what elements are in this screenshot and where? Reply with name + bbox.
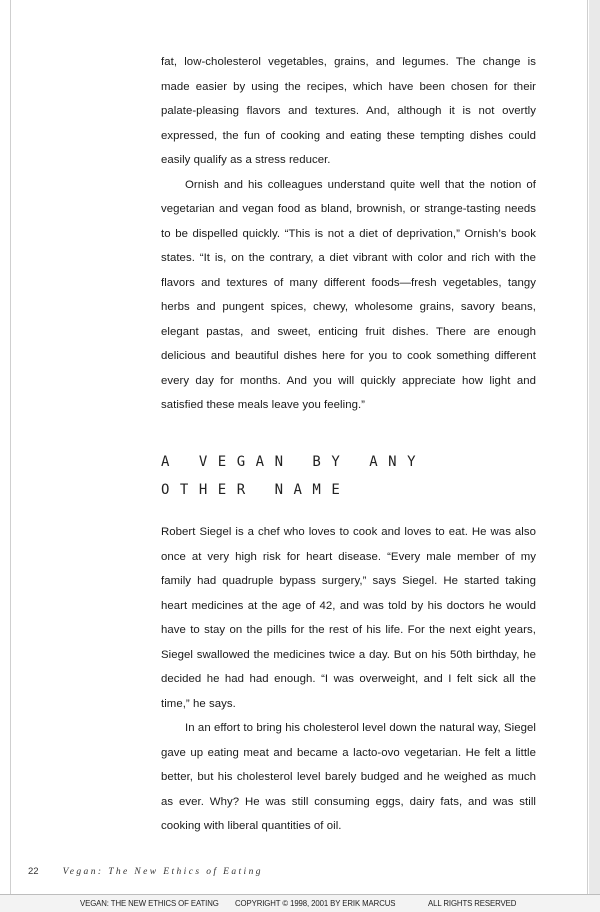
paragraph-siegel: Robert Siegel is a chef who loves to cook and loves to eat. He was also once at very high risk for heart disease. “Every male member of my family had quadruple bypass surgery,” says Siegel. He started taking heart medicines at the age of 42, and was told by his doctors he would have to stay on the pills for the rest of his life. For the next eight years, Siegel swallowed the medicines twice a day. But on his 50th birthday, he decided he had had enough. “I was overweight, and I felt sick all the time,” he says.: [161, 526, 536, 710]
copyright-rights: ALL RIGHTS RESERVED: [428, 899, 517, 908]
paragraph-ornish: Ornish and his colleagues understand quite well that the notion of vegetarian and vegan food as bland, brownish, or strange-tasting needs to be dispelled quickly. “This is not a diet of deprivation,” Ornish’s book states. “It is, on the contrary, a diet vibrant with color and rich with the flavors and textures of many different foods—fresh vegetables, tangy herbs and pungent spices, chewy, wholesome grains, savory beans, elegant pastas, and sweet, enticing fruit dishes. There are enough delicious and beautiful dishes here for you to cook something different every day for months. And you will quickly appreciate how light and satisfied these meals leave you feeling.”: [161, 178, 536, 411]
copyright-bar: [0, 894, 600, 912]
section-heading-line-2: OTHER NAME: [161, 482, 351, 498]
paragraph-cholesterol: In an effort to bring his cholesterol level down the natural way, Siegel gave up eating meat and became a lacto-ovo vegetarian. He felt a little better, but his cholesterol level barely budged and he weighed as much as ever. Why? He was still consuming eggs, dairy fats, and was still cooking with liberal quantities of oil.: [161, 722, 536, 832]
body-text-top: [161, 50, 536, 418]
paragraph-continuation: fat, low-cholesterol vegetables, grains, and legumes. The change is made easier by using the recipes, which have been chosen for their palate-pleasing flavors and textures. And, although it is not overtly expressed, the fun of cooking and eating these tempting dishes could easily qualify as a stress reducer.: [161, 56, 536, 166]
copyright-book-title: VEGAN: THE NEW ETHICS OF EATING: [80, 899, 219, 908]
section-heading-line-1: A VEGAN BY ANY: [161, 454, 427, 470]
body-text-bottom: [161, 520, 536, 839]
page-left-margin: [0, 0, 10, 912]
page-number: 22: [28, 866, 39, 877]
page-right-shadow: [589, 0, 600, 912]
section-heading: [161, 448, 426, 504]
copyright-notice: COPYRIGHT © 1998, 2001 BY ERIK MARCUS: [235, 899, 396, 908]
page-footer: [28, 866, 263, 877]
running-title: Vegan: The New Ethics of Eating: [62, 867, 263, 877]
